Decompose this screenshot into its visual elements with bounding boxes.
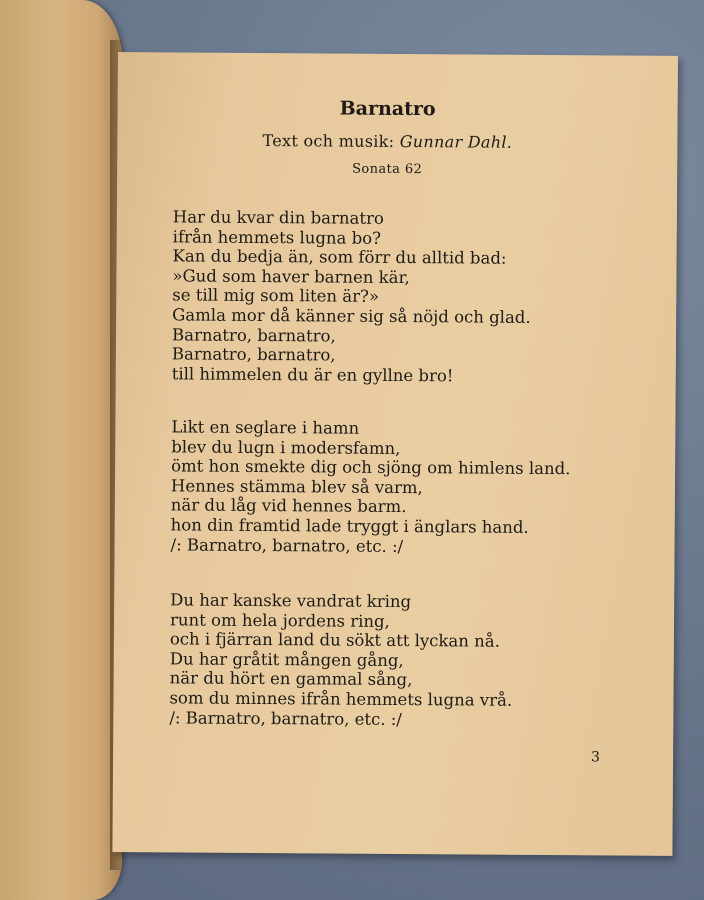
verse-line: Gamla mor då känner sig så nöjd och glad.	[172, 305, 531, 327]
verse-line: Barnatro, barnatro,	[171, 344, 336, 365]
verse-line: Du har kanske vandrat kring	[170, 590, 412, 612]
verse-line: ömt hon smekte dig och sjöng om himlens land.	[171, 456, 571, 479]
song-page	[112, 52, 678, 856]
verse-line: se till mig som liten är?»	[172, 285, 380, 307]
verse-line: ifrån hemmets lugna bo?	[172, 226, 382, 248]
verse-line: blev du lugn i modersfamn,	[171, 436, 401, 458]
verse-3	[169, 590, 640, 730]
verse-line: när du hört en gammal sång,	[169, 668, 413, 690]
verse-line: till himmelen du är en gyllne bro!	[171, 364, 454, 386]
verse-line: och i fjärran land du sökt att lyckan nå.	[169, 629, 500, 651]
verse-line: Hennes stämma blev så varm,	[170, 476, 423, 497]
hymnal-reference: Sonata 62	[352, 161, 423, 178]
verse-line: som du minnes ifrån hemmets lugna vrå.	[169, 688, 513, 710]
credits-prefix: Text och musik:	[262, 131, 400, 151]
previous-page	[0, 0, 122, 900]
song-credits	[117, 130, 657, 153]
credits-author: Gunnar Dahl.	[399, 131, 513, 152]
verse-1	[172, 207, 643, 387]
verse-line: hon din framtid lade tryggt i änglars hand.	[170, 515, 529, 537]
verse-2	[170, 417, 641, 557]
verse-line: /: Barnatro, barnatro, etc. :/	[170, 534, 404, 556]
verse-line: Kan du bedja än, som förr du alltid bad:	[172, 246, 507, 268]
song-title: Barnatro	[339, 97, 436, 121]
verse-line: runt om hela jordens ring,	[169, 609, 390, 631]
verse-line: Har du kvar din barnatro	[172, 207, 384, 228]
verse-line: Likt en seglare i hamn	[171, 417, 360, 438]
verse-line: /: Barnatro, barnatro, etc. :/	[169, 707, 402, 729]
verse-line: när du låg vid hennes barm.	[170, 495, 407, 517]
verse-line: Du har gråtit mången gång,	[169, 649, 404, 670]
page-number: 3	[591, 749, 601, 766]
verse-line: »Gud som haver barnen kär,	[172, 266, 410, 287]
verse-line: Barnatro, barnatro,	[171, 324, 336, 346]
